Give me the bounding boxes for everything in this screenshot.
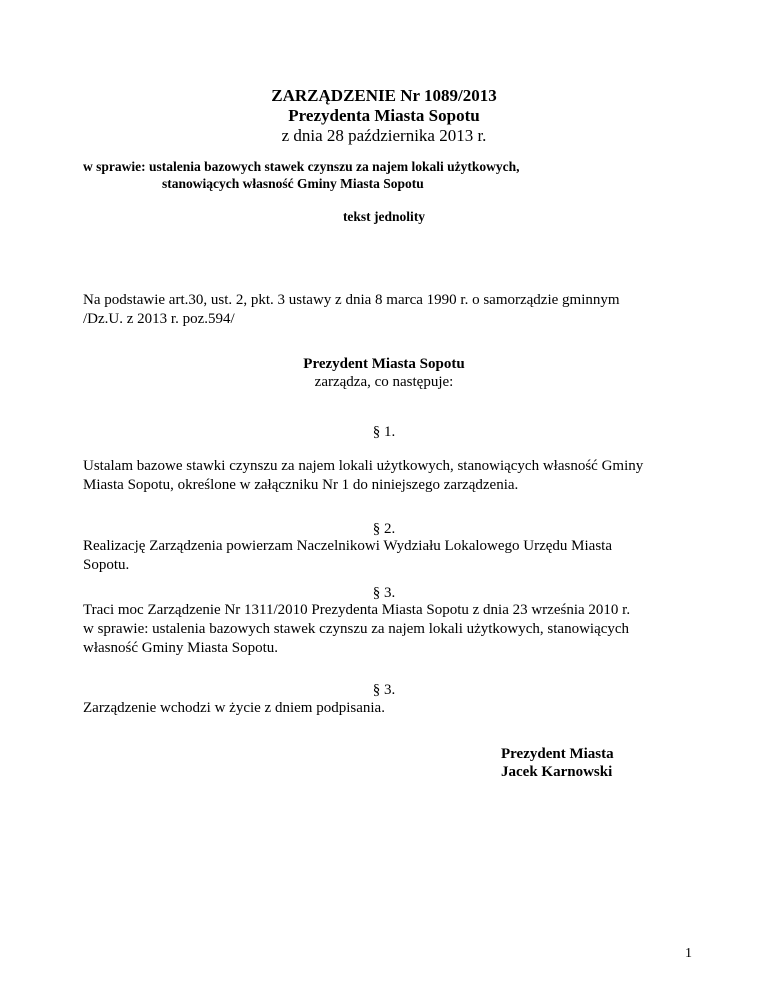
section-number: § 2. xyxy=(372,521,396,537)
section-line: Traci moc Zarządzenie Nr 1311/2010 Prezydenta Miasta Sopotu z dnia 23 września 2010 r. xyxy=(83,602,631,618)
legal-basis-line-1: Na podstawie art.30, ust. 2, pkt. 3 ustawy z dnia 8 marca 1990 r. o samorządzie gminnym xyxy=(83,292,620,308)
decree-authority: Prezydent Miasta Sopotu xyxy=(303,356,465,372)
section-line: w sprawie: ustalenia bazowych stawek czynszu za najem lokali użytkowych, stanowiących xyxy=(83,621,630,637)
section-line: Ustalam bazowe stawki czynszu za najem lokali użytkowych, stanowiących własność Gminy xyxy=(83,458,644,474)
section-number: § 3. xyxy=(372,682,396,698)
document-issuer: Prezydenta Miasta Sopotu xyxy=(288,106,480,125)
legal-basis-line-2: /Dz.U. z 2013 r. poz.594/ xyxy=(83,311,235,327)
decree-verb: zarządza, co następuje: xyxy=(314,374,454,390)
section-body xyxy=(83,699,693,718)
section-line: Miasta Sopotu, określone w załączniku Nr 1 do niniejszego zarządzenia. xyxy=(83,477,519,493)
subject-line-2: stanowiących własność Gminy Miasta Sopotu xyxy=(162,176,424,191)
signature-name: Jacek Karnowski xyxy=(501,764,613,780)
page-number: 1 xyxy=(685,946,692,961)
consolidated-text-label: tekst jednolity xyxy=(342,209,426,224)
document-title: ZARZĄDZENIE Nr 1089/2013 xyxy=(271,86,497,105)
subject-line-1: w sprawie: ustalenia bazowych stawek czynszu za najem lokali użytkowych, xyxy=(83,159,520,174)
section-number: § 3. xyxy=(372,585,396,601)
section-body xyxy=(83,601,693,658)
document-date: z dnia 28 października 2013 r. xyxy=(281,126,487,145)
signature-title: Prezydent Miasta xyxy=(501,746,614,762)
section-body xyxy=(83,537,693,575)
section-number: § 1. xyxy=(372,424,396,440)
legal-basis xyxy=(83,291,693,329)
section-line: Zarządzenie wchodzi w życie z dniem podpisania. xyxy=(83,700,385,716)
section-line: własność Gminy Miasta Sopotu. xyxy=(83,640,278,656)
section-line: Sopotu. xyxy=(83,557,130,573)
section-body xyxy=(83,457,693,495)
section-line: Realizację Zarządzenia powierzam Naczelnikowi Wydziału Lokalowego Urzędu Miasta xyxy=(83,538,612,554)
